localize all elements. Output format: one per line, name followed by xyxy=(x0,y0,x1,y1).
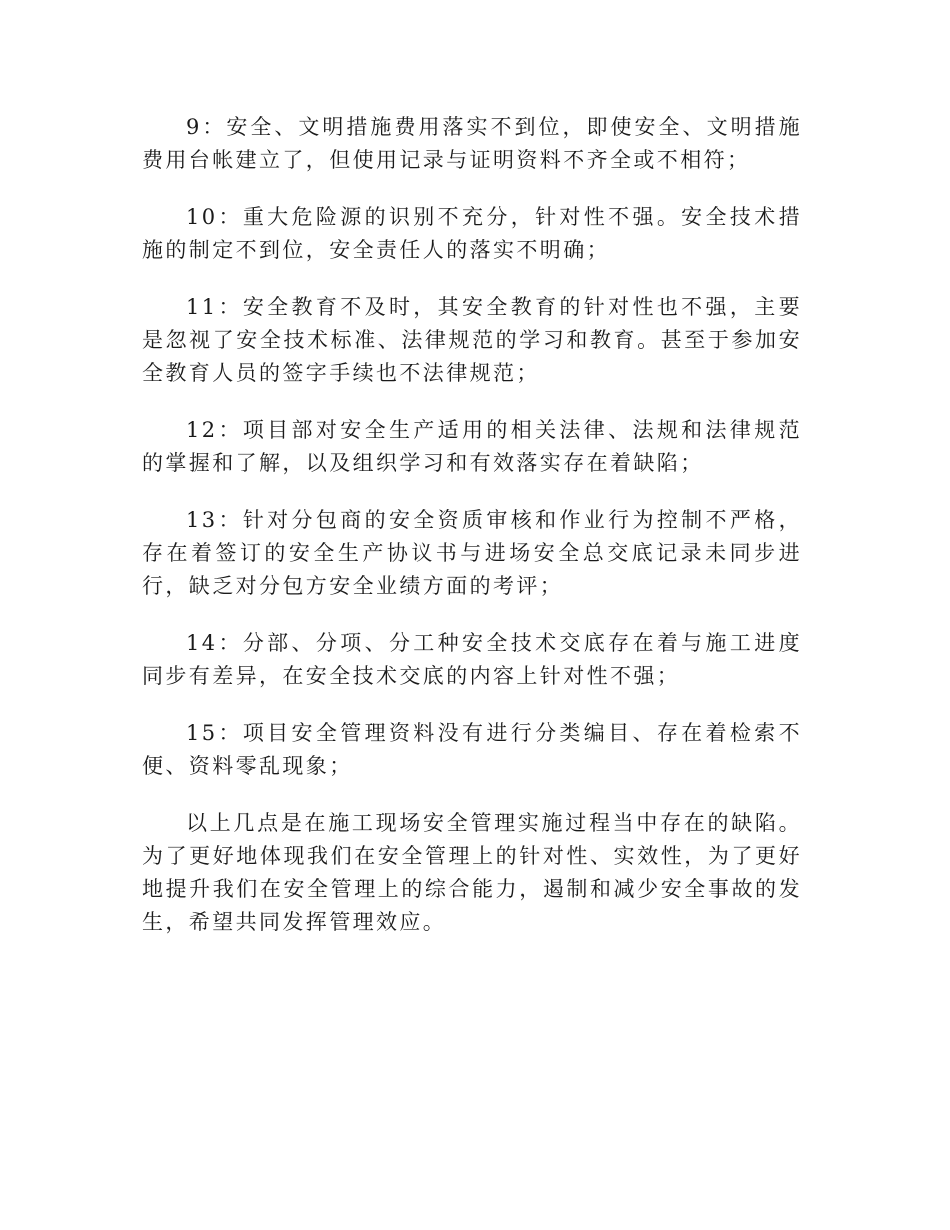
paragraph-item-14: 14：分部、分项、分工种安全技术交底存在着与施工进度同步有差异，在安全技术交底的内容上针对性不强； xyxy=(142,631,802,688)
document-body xyxy=(142,111,802,963)
paragraph-item-15: 15：项目安全管理资料没有进行分类编目、存在着检索不便、资料零乱现象； xyxy=(142,721,802,778)
paragraph-item-12: 12：项目部对安全生产适用的相关法律、法规和法律规范的掌握和了解，以及组织学习和有效落实存在着缺陷； xyxy=(142,418,802,475)
paragraph-item-9: 9：安全、文明措施费用落实不到位，即使安全、文明措施费用台帐建立了，但使用记录与证明资料不齐全或不相符； xyxy=(142,115,802,172)
paragraph-item-13: 13：针对分包商的安全资质审核和作业行为控制不严格，存在着签订的安全生产协议书与进场安全总交底记录未同步进行，缺乏对分包方安全业绩方面的考评； xyxy=(142,508,802,598)
paragraph-item-11: 11：安全教育不及时，其安全教育的针对性也不强，主要是忽视了安全技术标准、法律规范的学习和教育。甚至于参加安全教育人员的签字手续也不法律规范； xyxy=(142,295,802,385)
conclusion-paragraph: 以上几点是在施工现场安全管理实施过程当中存在的缺陷。为了更好地体现我们在安全管理上的针对性、实效性，为了更好地提升我们在安全管理上的综合能力，遏制和减少安全事故的发生，希望共同发挥管理效应。 xyxy=(142,811,802,934)
paragraph-item-10: 10：重大危险源的识别不充分，针对性不强。安全技术措施的制定不到位，安全责任人的落实不明确； xyxy=(142,205,802,262)
